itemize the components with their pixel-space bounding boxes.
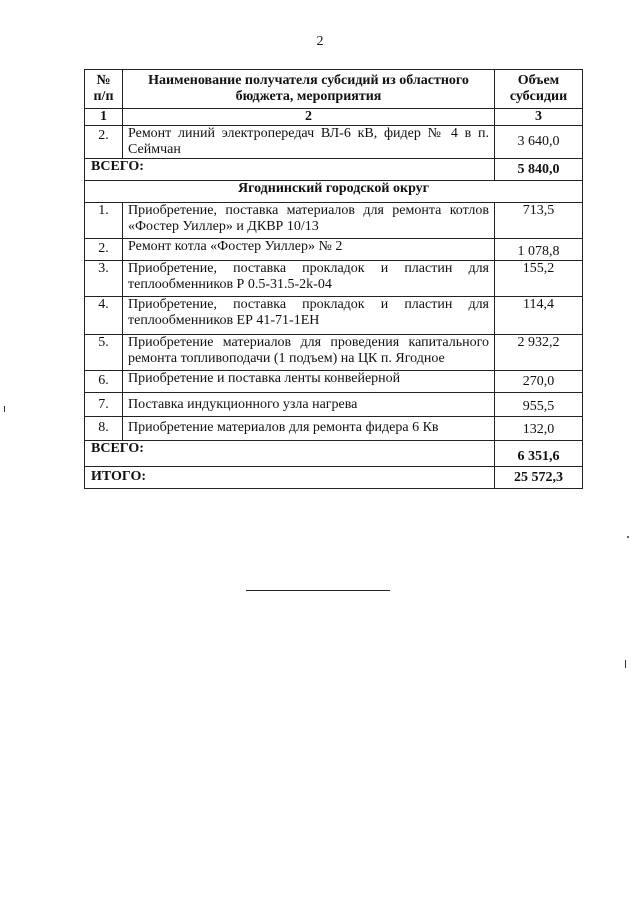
header-num: № п/п: [85, 70, 123, 109]
row-value: 2 932,2: [495, 335, 583, 371]
row-number: 3.: [85, 261, 123, 297]
column-number-row: [85, 109, 583, 126]
section-title: Ягоднинский городской округ: [85, 181, 583, 203]
grand-total-value: 25 572,3: [495, 467, 583, 489]
subsidy-table: [84, 69, 583, 489]
row-name: Ремонт линий электропередач ВЛ-6 кВ, фидер № 4 в п. Сеймчан: [123, 126, 495, 159]
row-value: 270,0: [495, 371, 583, 393]
row-number: 5.: [85, 335, 123, 371]
row-name: Приобретение материалов для ремонта фидера 6 Кв: [123, 417, 495, 441]
row-value: 955,5: [495, 393, 583, 417]
row-number: 6.: [85, 371, 123, 393]
table-row: [85, 335, 583, 371]
header-name: Наименование получателя субсидий из областного бюджета, мероприятия: [123, 70, 495, 109]
row-number: 7.: [85, 393, 123, 417]
row-value: 132,0: [495, 417, 583, 441]
total-label: ВСЕГО:: [85, 159, 495, 181]
scan-speck: [625, 660, 626, 668]
table-row: [85, 393, 583, 417]
total-value: 5 840,0: [495, 159, 583, 181]
closing-line: [246, 590, 390, 591]
row-name: Приобретение, поставка прокладок и пластин для теплообменников ЕР 41-71-1ЕН: [123, 297, 495, 335]
row-name: Приобретение и поставка ленты конвейерной: [123, 371, 495, 393]
total-row: [85, 441, 583, 467]
row-number: 2.: [85, 239, 123, 261]
table-row: [85, 239, 583, 261]
row-value: 114,4: [495, 297, 583, 335]
page-number: 2: [316, 34, 324, 49]
row-name: Приобретение материалов для проведения капитального ремонта топливоподачи (1 подъем) на ЦК п. Ягодное: [123, 335, 495, 371]
column-number: 2: [123, 109, 495, 126]
row-value: 3 640,0: [495, 126, 583, 159]
row-value: 1 078,8: [495, 239, 583, 261]
scan-speck: [627, 536, 629, 538]
total-row: [85, 159, 583, 181]
row-number: 1.: [85, 203, 123, 239]
scan-speck: [4, 406, 5, 412]
grand-total-label: ИТОГО:: [85, 467, 495, 489]
table-row: [85, 417, 583, 441]
table-row: [85, 371, 583, 393]
row-value: 713,5: [495, 203, 583, 239]
row-number: 8.: [85, 417, 123, 441]
row-value: 155,2: [495, 261, 583, 297]
row-name: Приобретение, поставка материалов для ремонта котлов «Фостер Уиллер» и ДКВР 10/13: [123, 203, 495, 239]
row-name: Ремонт котла «Фостер Уиллер» № 2: [123, 239, 495, 261]
row-number: 2.: [85, 126, 123, 159]
column-number: 1: [85, 109, 123, 126]
header-amount: Объем субсидии: [495, 70, 583, 109]
row-number: 4.: [85, 297, 123, 335]
column-number: 3: [495, 109, 583, 126]
section-header-row: [85, 181, 583, 203]
table-row: [85, 126, 583, 159]
total-value: 6 351,6: [495, 441, 583, 467]
table-header-row: [85, 70, 583, 109]
row-name: Поставка индукционного узла нагрева: [123, 393, 495, 417]
row-name: Приобретение, поставка прокладок и пластин для теплообменников Р 0.5-31.5-2k-04: [123, 261, 495, 297]
grand-total-row: [85, 467, 583, 489]
table-row: [85, 261, 583, 297]
table-row: [85, 203, 583, 239]
table-row: [85, 297, 583, 335]
total-label: ВСЕГО:: [85, 441, 495, 467]
